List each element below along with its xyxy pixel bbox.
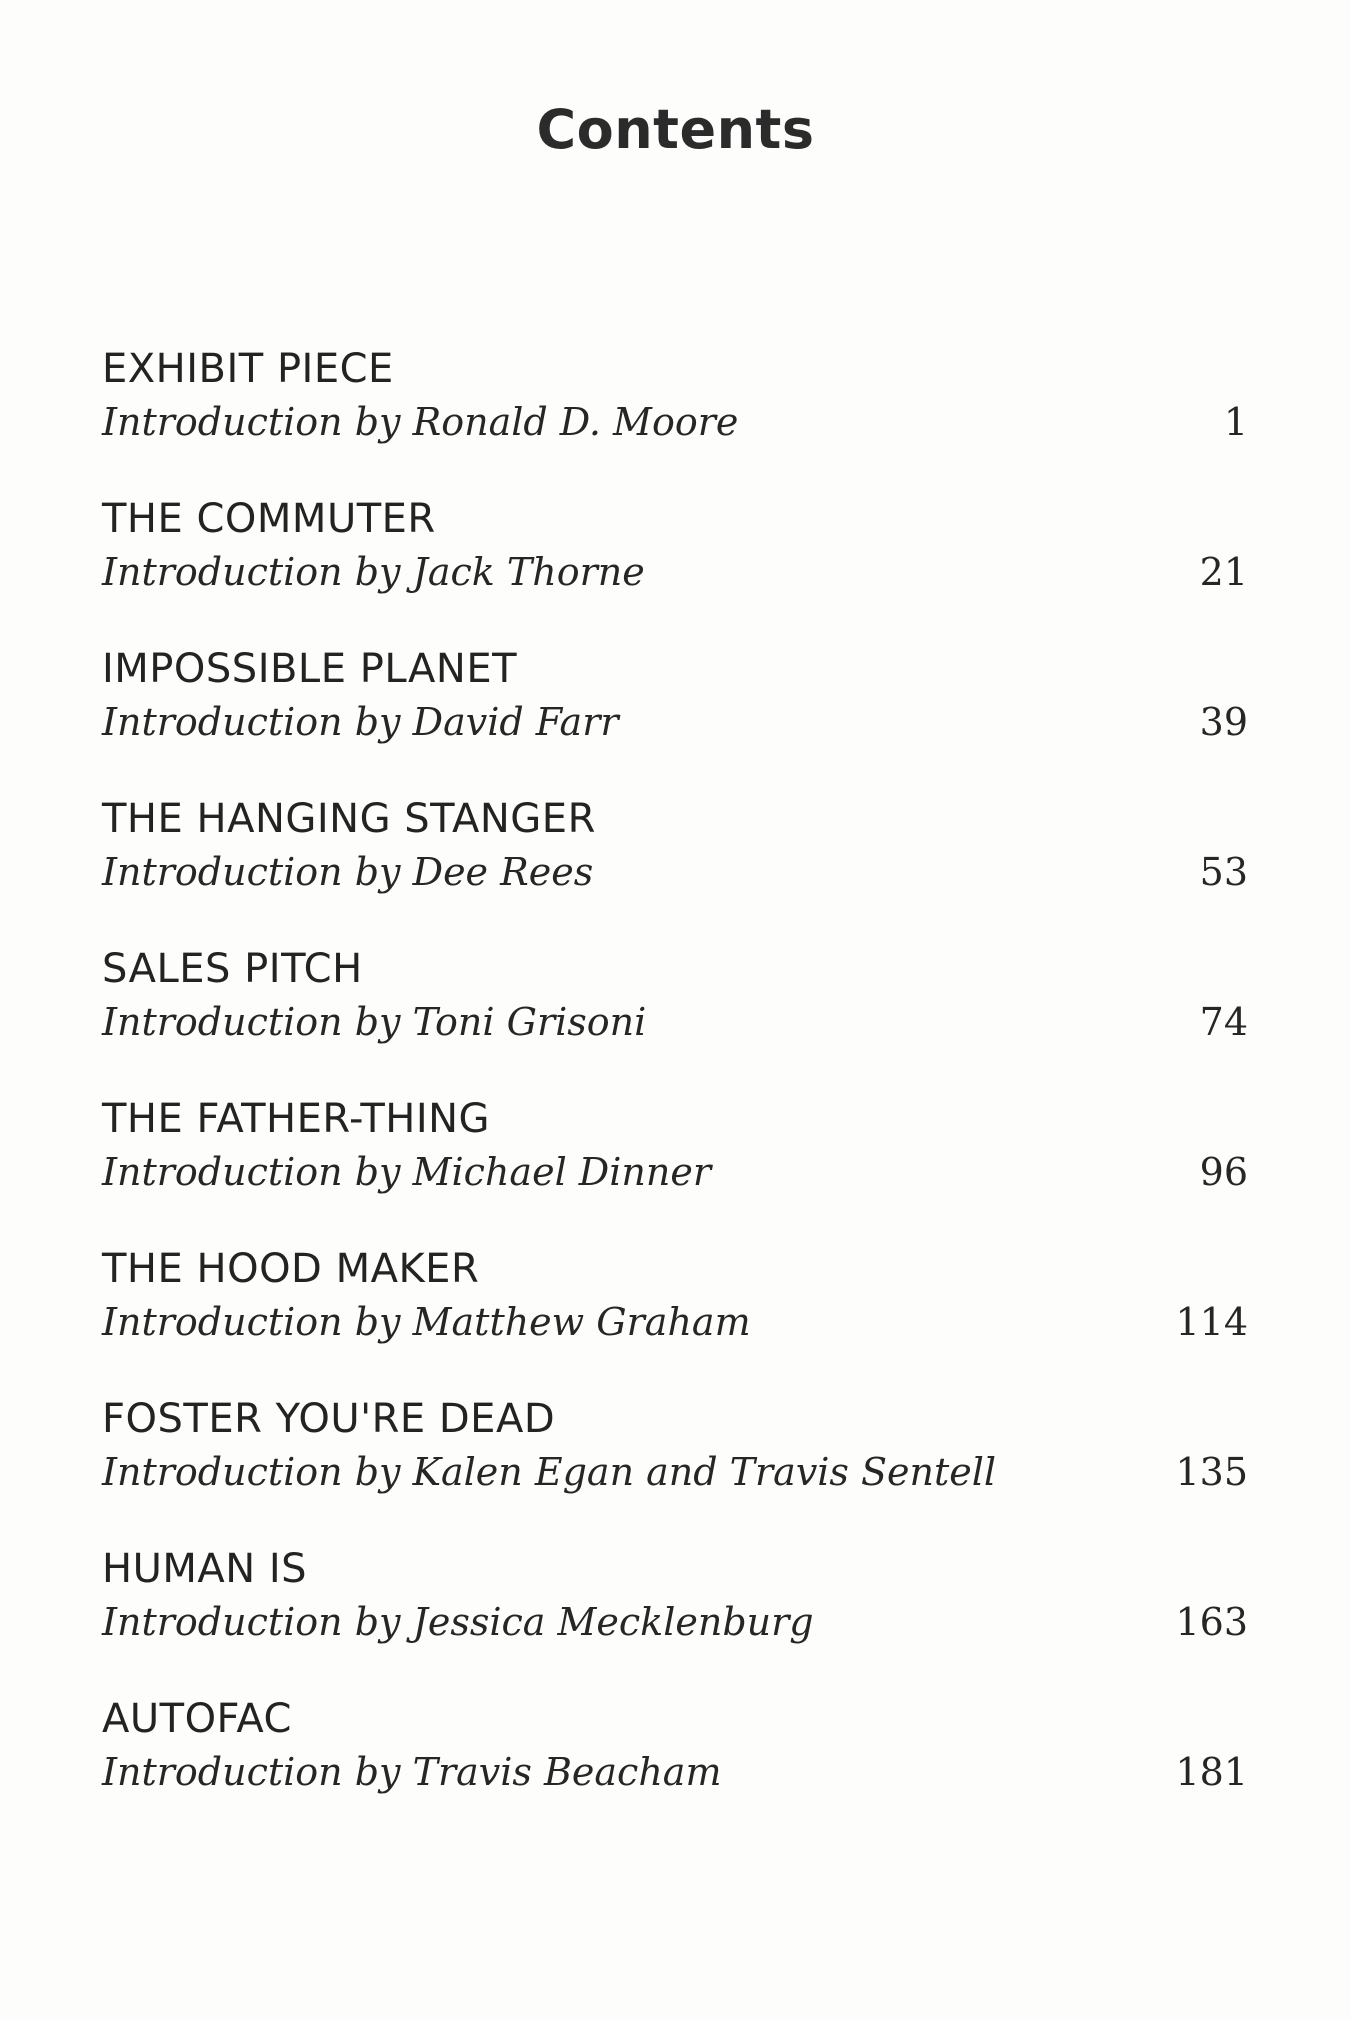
introduction-credit: Introduction by Jessica Mecklenburg (102, 1600, 814, 1644)
intro-line (102, 845, 1248, 899)
story-title: HUMAN IS (102, 1546, 308, 1592)
story-title: THE HOOD MAKER (102, 1246, 480, 1292)
story-title: THE HANGING STANGER (102, 796, 596, 842)
toc-entry (102, 795, 1248, 945)
introduction-credit: Introduction by Toni Grisoni (102, 1000, 647, 1044)
toc-entry (102, 1395, 1248, 1545)
story-title: IMPOSSIBLE PLANET (102, 646, 518, 692)
page-number: 181 (1175, 1750, 1248, 1794)
intro-line (102, 1145, 1248, 1199)
toc-entry (102, 345, 1248, 495)
intro-line (102, 695, 1248, 749)
story-title: THE FATHER-THING (102, 1096, 491, 1142)
toc-entry (102, 945, 1248, 1095)
page-number: 114 (1175, 1300, 1248, 1344)
intro-line (102, 1295, 1248, 1349)
toc-entry (102, 1695, 1248, 1845)
story-title: THE COMMUTER (102, 496, 436, 542)
intro-line (102, 395, 1248, 449)
introduction-credit: Introduction by Michael Dinner (102, 1150, 712, 1194)
introduction-credit: Introduction by Dee Rees (102, 850, 594, 894)
introduction-credit: Introduction by Travis Beacham (102, 1750, 722, 1794)
intro-line (102, 1595, 1248, 1649)
page-number: 21 (1199, 550, 1248, 594)
story-title: AUTOFAC (102, 1696, 292, 1742)
page-number: 39 (1199, 700, 1248, 744)
intro-line (102, 995, 1248, 1049)
introduction-credit: Introduction by Jack Thorne (102, 550, 645, 594)
introduction-credit: Introduction by Ronald D. Moore (102, 400, 739, 444)
story-title: FOSTER YOU'RE DEAD (102, 1396, 556, 1442)
page-number: 1 (1223, 400, 1248, 444)
toc-entry (102, 1545, 1248, 1695)
intro-line (102, 1445, 1248, 1499)
story-title: SALES PITCH (102, 946, 363, 992)
toc-entry (102, 1245, 1248, 1395)
introduction-credit: Introduction by Kalen Egan and Travis Sentell (102, 1450, 997, 1494)
toc-entry (102, 645, 1248, 795)
page-number: 53 (1199, 850, 1248, 894)
page-number: 96 (1199, 1150, 1248, 1194)
page-number: 135 (1175, 1450, 1248, 1494)
toc-entry (102, 1095, 1248, 1245)
intro-line (102, 545, 1248, 599)
introduction-credit: Introduction by David Farr (102, 700, 619, 744)
intro-line (102, 1745, 1248, 1799)
table-of-contents (102, 345, 1248, 1845)
introduction-credit: Introduction by Matthew Graham (102, 1300, 751, 1344)
page-number: 163 (1175, 1600, 1248, 1644)
page-number: 74 (1199, 1000, 1248, 1044)
page-title: Contents (536, 98, 815, 161)
story-title: EXHIBIT PIECE (102, 346, 394, 392)
toc-entry (102, 495, 1248, 645)
